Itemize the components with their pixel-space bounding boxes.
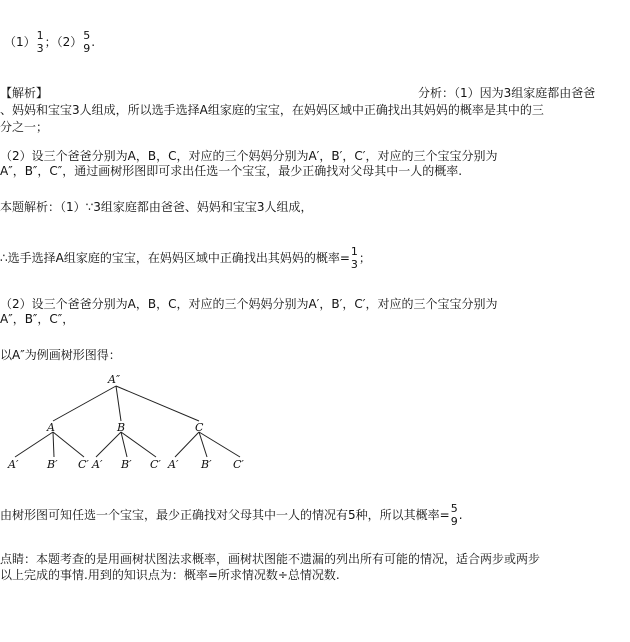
tree-leaf-6: C′	[150, 458, 161, 471]
answer-part1-label: （1）	[4, 35, 36, 49]
solution-step-1	[0, 246, 371, 271]
answer-line	[4, 30, 95, 55]
solution-step-1-fraction: 1 3	[350, 245, 358, 271]
answer-separator: ；（2）	[44, 35, 83, 49]
tree-leaf-7: A′	[168, 458, 179, 471]
conclusion-end: .	[458, 508, 463, 522]
tree-leaf-8: B′	[201, 458, 212, 471]
edge-c-1	[175, 432, 199, 457]
conclusion-text: 由树形图可知任选一个宝宝，最少正确找对父母其中一人的情况有5种，所以其概率=	[0, 508, 450, 522]
edge-root-c	[116, 386, 199, 421]
answer-fraction-1: 1 3	[36, 29, 44, 55]
tree-leaf-5: B′	[121, 458, 132, 471]
tree-leaf-9: C′	[233, 458, 244, 471]
solution-step-2-line-2: A″，B″，C″，	[0, 312, 75, 326]
analysis-line-3: 分之一；	[0, 120, 49, 134]
answer-fraction-2: 5 9	[83, 29, 91, 55]
edge-root-a	[53, 386, 116, 421]
comment-line-1: 点睛：本题考查的是用画树状图法求概率，画树状图能不遗漏的列出所有可能的情况，适合两步或两步	[0, 552, 541, 566]
conclusion-line	[0, 503, 463, 528]
solution-step-1-end: ；	[358, 251, 371, 265]
analysis-line-2: 、妈妈和宝宝3人组成，所以选手选择A组家庭的宝宝，在妈妈区域中正确找出其妈妈的概率是其中的三	[0, 103, 544, 117]
solution-step-1-text: ∴选手选择A组家庭的宝宝，在妈妈区域中正确找出其妈妈的概率=	[0, 251, 350, 265]
solution-step-2-line-1: （2）设三个爸爸分别为A，B，C，对应的三个妈妈分别为A′，B′，C′，对应的三个宝宝分别为	[0, 297, 498, 311]
solution-head: 本题解析：（1）∵3组家庭都由爸爸、妈妈和宝宝3人组成，	[0, 200, 313, 214]
tree-leaf-1: A′	[8, 458, 19, 471]
edge-a-1	[15, 432, 53, 457]
comment-line-2: 以上完成的事情.用到的知识点为：概率=所求情况数÷总情况数.	[0, 568, 340, 582]
tree-leaf-3: C′	[78, 458, 89, 471]
edge-a-3	[53, 432, 84, 457]
tree-leaf-4: A′	[92, 458, 103, 471]
edge-root-b	[116, 386, 121, 421]
analysis-head: 分析：（1）因为3组家庭都由爸爸	[418, 86, 596, 100]
analysis-line-4: （2）设三个爸爸分别为A，B，C，对应的三个妈妈分别为A′，B′，C′，对应的三个宝宝分别为	[0, 149, 498, 163]
conclusion-fraction: 5 9	[450, 502, 458, 528]
analysis-tag: 【解析】	[0, 86, 49, 100]
analysis-line-5: A″，B″，C″，通过画树形图即可求出任选一个宝宝，最少正确找对父母其中一人的概率.	[0, 164, 463, 178]
answer-end: .	[91, 35, 96, 49]
edge-a-2	[53, 432, 54, 457]
edge-c-3	[199, 432, 240, 457]
tree-node-b: B	[117, 421, 126, 434]
tree-intro: 以A″为例画树形图得：	[0, 348, 121, 362]
tree-node-c: C	[195, 421, 204, 434]
tree-root: A″	[108, 373, 121, 386]
tree-diagram	[0, 370, 270, 480]
edge-b-1	[96, 432, 121, 457]
tree-leaf-2: B′	[47, 458, 58, 471]
tree-node-a: A	[47, 421, 55, 434]
